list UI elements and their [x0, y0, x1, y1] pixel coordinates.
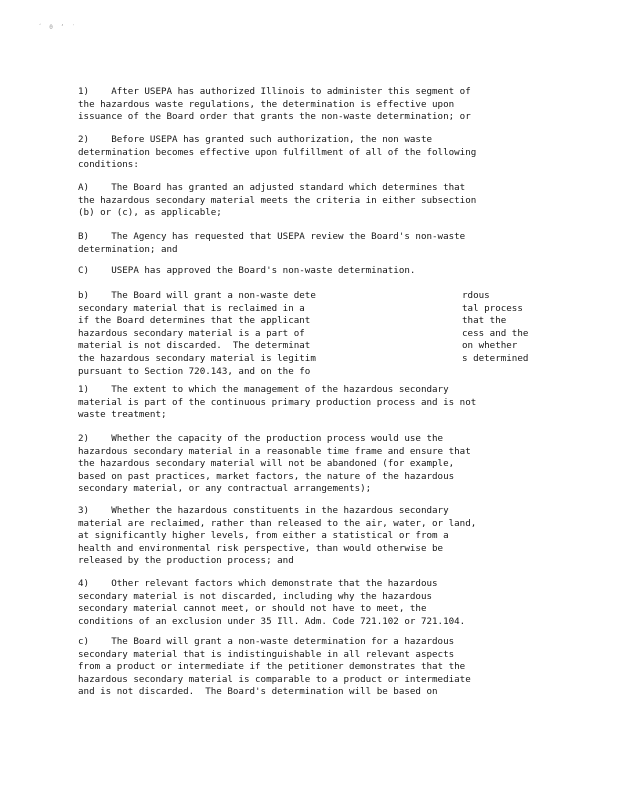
paragraph-1: 1) After USEPA has authorized Illinois to administer this segment of the hazardous waste regulations, the determination is effective upon issuance of the Board order that grants the non-waste determination; or [78, 86, 471, 123]
paragraph-b-3: 3) Whether the hazardous constituents in the hazardous secondary material are reclaimed, rather than released to the air, water, or land, at significantly higher levels, from either a statistical or from a health and environmental risk perspective, than would otherwise be released by the production process; and [78, 505, 477, 567]
paragraph-b-4: 4) Other relevant factors which demonstrate that the hazardous secondary material is not discarded, including why the hazardous secondary material cannot meet, or should not have to meet, the conditions of an exclusion under 35 Ill. Adm. Code 721.102 or 721.104. [78, 578, 466, 627]
paragraph-B: B) The Agency has requested that USEPA review the Board's non-waste determination; and [78, 231, 466, 255]
corner-mark: ´ 0 ‘ ˙ [38, 24, 78, 31]
paragraph-b-2: 2) Whether the capacity of the production process would use the hazardous secondary material in a reasonable time frame and ensure that the hazardous secondary material will not be abandoned (for example, based on past practices, market factors, the nature of the hazardous secondary material, or any contractual arrangements); [78, 433, 471, 495]
paragraph-A: A) The Board has granted an adjusted standard which determines that the hazardous secondary material meets the criteria in either subsection (b) or (c), as applicable; [78, 182, 477, 219]
paragraph-c: c) The Board will grant a non-waste determination for a hazardous secondary material that is indistinguishable in all relevant aspects from a product or intermediate if the petitioner demonstrates that the hazardous secondary material is comparable to a product or intermediate and is not discarded. The Board's determination will be based on [78, 636, 471, 698]
paragraph-b-left: b) The Board will grant a non-waste dete secondary material that is reclaimed in a if the Board determines that the applicant hazardous secondary material is a part of material is not discarded. The determinat the hazardous secondary material is legitim pursuant to Section 720.143, and on the fo [78, 290, 316, 377]
paragraph-b-1: 1) The extent to which the management of the hazardous secondary material is part of the continuous primary production process and is not waste treatment; [78, 384, 477, 421]
paragraph-2: 2) Before USEPA has granted such authorization, the non waste determination becomes effective upon fulfillment of all of the following conditions: [78, 134, 477, 171]
paragraph-C: C) USEPA has approved the Board's non-waste determination. [78, 265, 416, 276]
paragraph-b-right: rdous tal process that the cess and the on whether s determined [462, 290, 529, 364]
